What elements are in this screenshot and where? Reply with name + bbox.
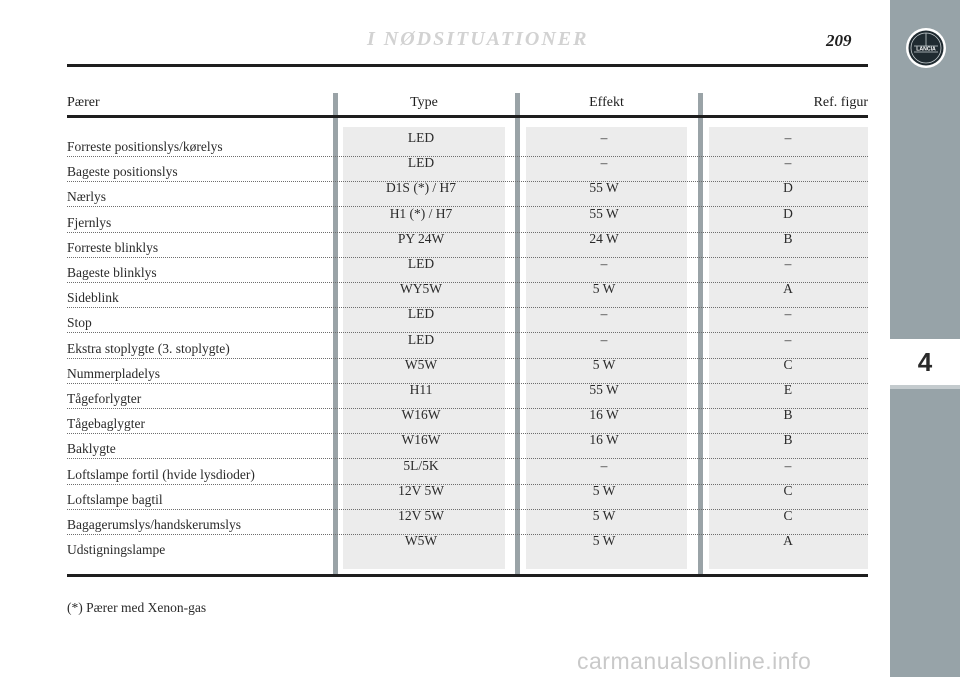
bulb-type-cell: 12V 5W [398,482,444,498]
bulb-ref-cell: A [783,533,793,549]
bulb-type-cell: LED [407,331,435,347]
bulb-effekt-cell: 55 W [589,205,619,221]
bulb-effekt-cell: – [600,306,608,322]
bulb-name-cell: Bageste positionslys [67,164,178,180]
bulb-ref-cell: D [783,180,793,196]
bulb-ref-cell: C [783,508,793,523]
bulb-name-cell: Nummerpladelys [67,365,160,381]
header-rule [67,64,868,67]
bulb-name-cell: Loftslampe bagtil [67,491,163,507]
bulb-ref-cell: D [783,205,793,221]
bulb-type-cell: H11 [409,382,433,397]
watermark: carmanualsonline.info [577,648,812,674]
bulb-name-cell: Ekstra stoplygte (3. stoplygte) [67,340,230,356]
chapter-tab[interactable]: 4 [890,339,960,389]
bulb-type-cell: W5W [404,356,438,372]
bulb-ref-cell: B [783,230,793,246]
bulb-ref-cell: C [783,482,793,498]
footnote: (*) Pærer med Xenon-gas [67,600,207,615]
bulb-effekt-cell: 5 W [592,281,616,297]
bulb-ref-cell: C [783,356,793,372]
bulb-ref-cell: – [784,256,792,271]
bulb-type-cell: LED [407,155,435,171]
column-header-paerer: Pærer [67,95,100,110]
bulb-ref-cell: – [784,331,792,347]
bulb-name-cell: Fjernlys [67,214,112,230]
bulb-type-cell: D1S (*) / H7 [385,180,457,196]
header-row-rule [67,115,868,118]
bulb-effekt-cell: 24 W [589,230,619,246]
bulb-effekt-cell: – [600,130,608,145]
bulb-name-cell: Sideblink [67,290,119,306]
logo-text: LANCIA [916,46,936,53]
bulb-name-cell: Forreste positionslys/kørelys [67,139,223,154]
bulb-name-cell: Bageste blinklys [67,265,157,280]
bulb-name-cell: Loftslampe fortil (hvide lysdioder) [67,466,255,482]
bulb-effekt-cell: – [600,256,608,271]
page-title: I NØDSITUATIONER [367,28,589,50]
bulb-type-cell: LED [407,306,435,322]
table-row [67,533,868,563]
page-number: 209 [826,31,852,50]
bulb-effekt-cell: 5 W [592,356,616,372]
bulb-effekt-cell: 5 W [592,533,616,549]
column-header-ref: Ref. figur [813,95,868,110]
bulb-effekt-cell: 16 W [589,432,619,448]
bulb-type-cell: 12V 5W [398,508,444,523]
bulb-effekt-cell: – [600,155,608,171]
column-header-type: Type [410,95,438,110]
bulb-name-cell: Tågeforlygter [67,391,142,406]
bulb-type-cell: PY 24W [397,230,445,246]
column-header-effekt: Effekt [589,95,624,110]
bulb-ref-cell: B [783,407,793,423]
lancia-logo-icon [905,27,947,69]
bulb-ref-cell: – [784,155,792,171]
bulb-type-cell: H1 (*) / H7 [389,205,453,221]
bulb-name-cell: Udstigningslampe [67,542,166,558]
table-bottom-rule [67,574,868,577]
bulb-effekt-cell: 16 W [589,407,619,423]
bulb-effekt-cell: 55 W [589,382,619,397]
bulb-ref-cell: – [784,306,792,322]
bulb-ref-cell: – [784,130,792,145]
bulb-name-cell: Baklygte [67,441,116,457]
bulb-ref-cell: A [783,281,793,297]
bulb-effekt-cell: 55 W [589,180,619,196]
bulb-type-cell: WY5W [400,281,442,297]
bulb-ref-cell: – [784,457,792,473]
bulb-name-cell: Tågebaglygter [67,416,145,432]
bulb-type-cell: LED [407,130,435,145]
bulb-effekt-cell: 5 W [592,482,616,498]
bulb-type-cell: W5W [404,533,438,549]
bulb-effekt-cell: – [600,331,608,347]
bulb-type-cell: LED [407,256,435,271]
bulb-name-cell: Bagagerumslys/handskerumslys [67,517,241,532]
bulb-effekt-cell: – [600,457,608,473]
bulb-name-cell: Stop [67,315,92,331]
bulb-type-cell: W16W [401,432,441,448]
bulb-effekt-cell: 5 W [592,508,616,523]
bulb-name-cell: Forreste blinklys [67,239,159,255]
bulb-ref-cell: B [783,432,793,448]
bulb-type-cell: 5L/5K [403,457,439,473]
bulb-name-cell: Nærlys [67,189,107,205]
bulb-type-cell: W16W [401,407,441,423]
bulb-ref-cell: E [783,382,793,397]
